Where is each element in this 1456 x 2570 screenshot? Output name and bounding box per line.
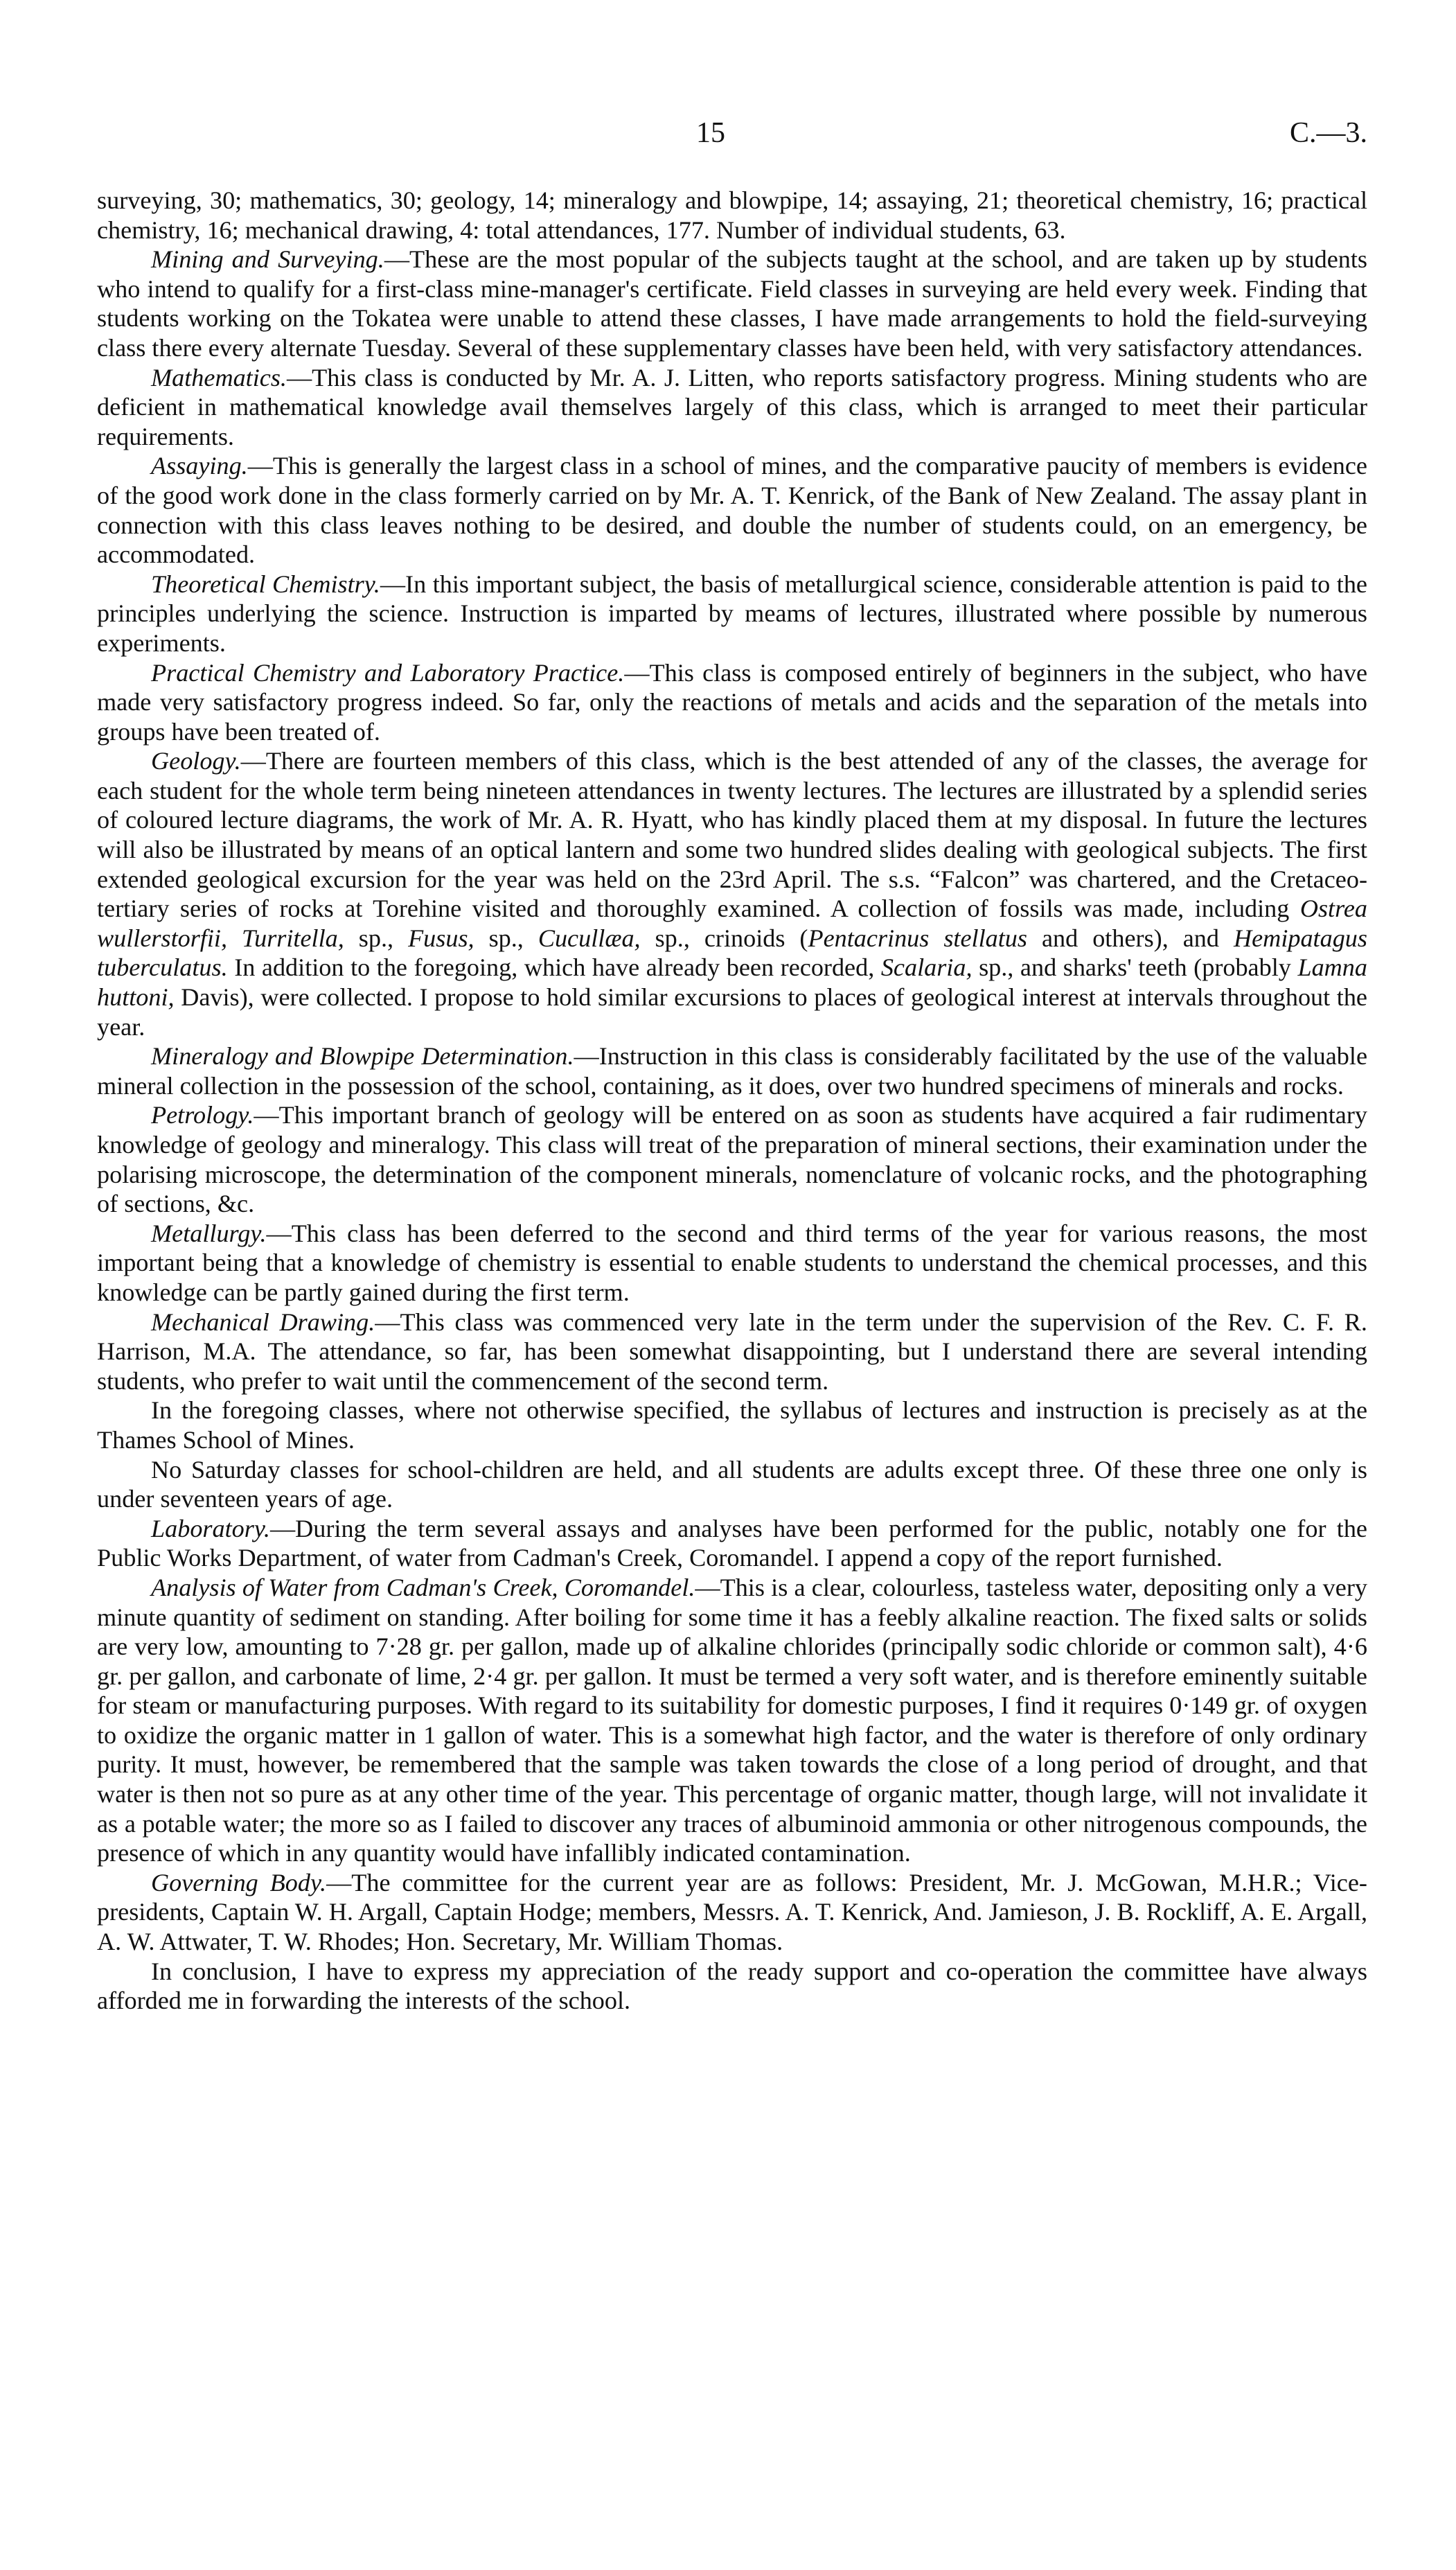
section-heading: Mining and Surveying. <box>151 245 384 274</box>
section-heading: Assaying. <box>151 452 248 480</box>
document-reference: C.—3. <box>1289 117 1367 149</box>
paragraph-mechanical-drawing: Mechanical Drawing.—This class was commenced very late in the term under the supervision of the Rev. C. F. R. Harrison, M.A. The attendance, so far, has been somewhat disappointing, but I understand there are several intending students, who prefer to wait until the commencement of the second term. <box>97 1308 1367 1395</box>
paragraph-assaying: Assaying.—This is generally the largest class in a school of mines, and the comparative paucity of members is evidence of the good work done in the class formerly carried on by Mr. A. T. Kenrick, of the Bank of New Zealand. The assay plant in connection with this class leaves nothing to be desired, and double the number of students could, on an emergency, be accommodated. <box>97 452 1367 569</box>
species-name: Lamna huttoni, <box>97 953 1367 1012</box>
paragraph-syllabus: In the foregoing classes, where not otherwise specified, the syllabus of lectures and instruction is precisely as at the Thames School of Mines. <box>97 1396 1367 1454</box>
page-number: 15 <box>696 117 725 149</box>
section-heading: Governing Body. <box>151 1868 327 1896</box>
species-name: Scalaria, <box>880 953 973 982</box>
paragraph-mining-surveying: Mining and Surveying.—These are the most popular of the subjects taught at the school, and are taken up by students who intend to qualify for a first-class mine-manager's certificate. Field classes in surveying are held every week. Finding that students working on the Tokatea were unable to attend these classes, I have made arrangements to hold the field-surveying class there every alternate Tuesday. Several of these supplementary classes have been held, with very satisfactory attendances. <box>97 245 1367 362</box>
paragraph-water-analysis: Analysis of Water from Cadman's Creek, Coromandel.—This is a clear, colourless, tasteless water, depositing only a very minute quantity of sediment on standing. After boiling for some time it has a feebly alkaline reaction. The fixed salts or solids are very low, amounting to 7·28 gr. per gallon, made up of alkaline chlorides (principally sodic chloride or common salt), 4·6 gr. per gallon, and carbonate of lime, 2·4 gr. per gallon. It must be termed a very soft water, and is therefore eminently suitable for steam or manufacturing purposes. With regard to its suitability for domestic purposes, I find it requires 0·149 gr. of oxygen to oxidize the organic matter in 1 gallon of water. This is a somewhat high factor, and the water is therefore of only ordinary purity. It must, however, be remembered that the sample was taken towards the close of a long period of drought, and that water is then not so pure as at any other time of the year. This percentage of organic matter, though large, will not invalidate it as a potable water; the more so as I failed to discover any traces of albuminoid ammonia or other nitrogenous compounds, the presence of which in any quantity would have infallibly indicated contamination. <box>97 1573 1367 1867</box>
species-name: Ostrea wullerstorfii, Turritella, <box>97 895 1367 952</box>
section-heading: Mathematics. <box>151 363 287 391</box>
species-name: Pentacrinus stellatus <box>808 924 1027 952</box>
paragraph-laboratory: Laboratory.—During the term several assays and analyses have been performed for the public, notably one for the Public Works Department, of water from Cadman's Creek, Coromandel. I append a copy of the report furnished. <box>97 1514 1367 1572</box>
section-heading: Petrology. <box>151 1101 254 1129</box>
section-heading: Metallurgy. <box>151 1219 267 1247</box>
paragraph-mathematics: Mathematics.—This class is conducted by Mr. A. J. Litten, who reports satisfactory progress. Mining students who are deficient in mathematical knowledge avail themselves largely of this class, which is arranged to meet their particular requirements. <box>97 363 1367 450</box>
section-heading: Analysis of Water from Cadman's Creek, Coromandel. <box>151 1573 695 1601</box>
paragraph-theoretical-chemistry: Theoretical Chemistry.—In this important subject, the basis of metallurgical science, considerable attention is paid to the principles underlying the science. Instruction is imparted by meams of lectures, illustrated where possible by numerous experiments. <box>97 570 1367 657</box>
paragraph-metallurgy: Metallurgy.—This class has been deferred to the second and third terms of the year for various reasons, the most important being that a knowledge of chemistry is essential to enable students to understand the chemical processes, and this knowledge can be partly gained during the first term. <box>97 1219 1367 1306</box>
paragraph-governing-body: Governing Body.—The committee for the current year are as follows: President, Mr. J. McGowan, M.H.R.; Vice-presidents, Captain W. H. Argall, Captain Hodge; members, Messrs. A. T. Kenrick, And. Jamieson, J. B. Rockliff, A. E. Argall, A. W. Attwater, T. W. Rhodes; Hon. Secretary, Mr. William Thomas. <box>97 1868 1367 1956</box>
paragraph-geology: Geology.—There are fourteen members of this class, which is the best attended of any of the classes, the average for each student for the whole term being nineteen attendances in twenty lectures. The lectures are illustrated by a splendid series of coloured lecture diagrams, the work of Mr. A. R. Hyatt, who has kindly placed them at my disposal. In future the lectures will also be illustrated by means of an optical lantern and some two hundred slides dealing with geological subjects. The first extended geological excursion for the year was held on the 23rd April. The s.s. “Falcon” was chartered, and the Cretaceo-tertiary series of rocks at Torehine visited and thoroughly examined. A collection of fossils was made, including Ostrea wullerstorfii, Turritella, sp., Fusus, sp., Cucullæa, sp., crinoids (Pentacrinus stellatus and others), and Hemipatagus tuberculatus. In addition to the foregoing, which have already been recorded, Scalaria, sp., and sharks' teeth (probably Lamna huttoni, Davis), were collected. I propose to hold similar excursions to places of geological interest at intervals throughout the year. <box>97 747 1367 1041</box>
section-heading: Geology. <box>151 747 241 775</box>
section-heading: Practical Chemistry and Laboratory Practice. <box>151 658 625 687</box>
species-name: Fusus, <box>408 924 474 952</box>
species-name: Hemipatagus tuberculatus. <box>97 924 1367 982</box>
section-heading: Mechanical Drawing. <box>151 1308 375 1336</box>
paragraph-practical-chemistry: Practical Chemistry and Laboratory Practice.—This class is composed entirely of beginners in the subject, who have made very satisfactory progress indeed. So far, only the reactions of metals and acids and the separation of the metals into groups have been treated of. <box>97 658 1368 746</box>
page-header <box>0 116 1456 158</box>
section-heading: Theoretical Chemistry. <box>151 570 380 598</box>
paragraph-petrology: Petrology.—This important branch of geology will be entered on as soon as students have acquired a fair rudimentary knowledge of geology and mineralogy. This class will treat of the preparation of mineral sections, their examination under the polarising microscope, the determination of the component minerals, nomenclature of volcanic rocks, and the photographing of sections, &c. <box>97 1101 1367 1218</box>
body-text <box>97 186 1367 2016</box>
section-heading: Laboratory. <box>151 1514 270 1542</box>
species-name: Cucullæa, <box>538 924 641 952</box>
paragraph-conclusion: In conclusion, I have to express my appreciation of the ready support and co-operation the committee have always afforded me in forwarding the interests of the school. <box>97 1957 1367 2015</box>
paragraph-mineralogy: Mineralogy and Blowpipe Determination.—Instruction in this class is considerably facilitated by the use of the valuable mineral collection in the possession of the school, containing, as it does, over two hundred specimens of minerals and rocks. <box>97 1042 1368 1100</box>
paragraph-saturday-classes: No Saturday classes for school-children are held, and all students are adults except three. Of these three one only is under seventeen years of age. <box>97 1455 1367 1513</box>
section-heading: Mineralogy and Blowpipe Determination. <box>151 1042 574 1071</box>
paragraph-attendance-summary: surveying, 30; mathematics, 30; geology, 14; mineralogy and blowpipe, 14; assaying, 21; theoretical chemistry, 16; practical chemistry, 16; mechanical drawing, 4: total attendances, 177. Number of individual students, 63. <box>97 186 1367 244</box>
